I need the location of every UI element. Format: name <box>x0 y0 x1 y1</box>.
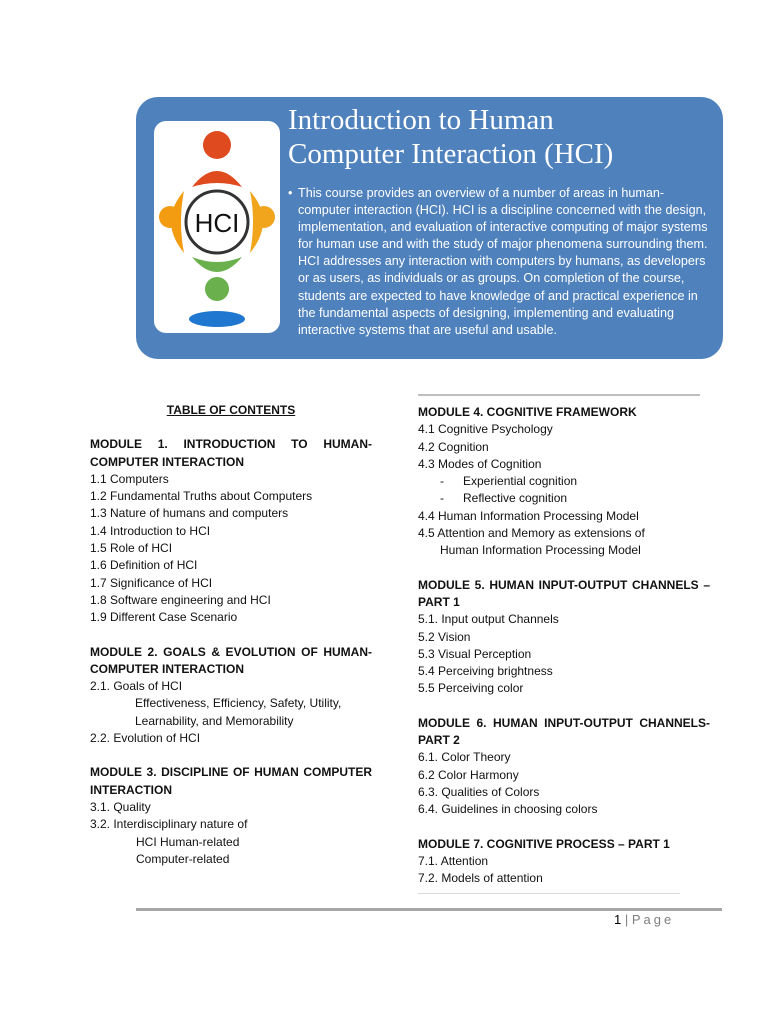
toc-item-continuation[interactable]: Human Information Processing Model <box>440 543 641 558</box>
toc-item[interactable]: 1.7 Significance of HCI <box>90 575 213 590</box>
toc-subitem-label: Experiential cognition <box>463 474 578 489</box>
logo-text: HCI <box>194 208 240 238</box>
bullet-icon: • <box>288 186 293 200</box>
logo-base <box>189 311 245 327</box>
toc-subitem-label: Reflective cognition <box>463 491 568 506</box>
logo-body-bottom <box>192 257 242 272</box>
course-description-text: This course provides an overview of a number of areas in human-computer interaction (HCI). HCI is a discipline concerned with the design, implementation, and evaluation of interactive computing of major systems for human use and with the study of major phenomena surrounding them. HCI addresses any interaction with computers by humans, as developers or as users, as individuals or as groups. On completion of the course, students are expected to have knowledge of and practical experience in the fundamental aspects of designing, implementing and evaluating interactive systems that are useful and usable. <box>298 186 708 337</box>
toc-item[interactable]: 4.3 Modes of Cognition <box>418 456 542 471</box>
module-2-heading[interactable]: MODULE 2. GOALS & EVOLUTION OF HUMAN-COMPUTER INTERACTION <box>90 644 372 676</box>
toc-item[interactable]: 6.3. Qualities of Colors <box>418 784 540 799</box>
toc-item[interactable]: 5.4 Perceiving brightness <box>418 664 553 679</box>
toc-item[interactable]: 1.6 Definition of HCI <box>90 558 198 573</box>
module-3-heading[interactable]: MODULE 3. DISCIPLINE OF HUMAN COMPUTER INTERACTION <box>90 765 372 797</box>
logo-body-top <box>192 171 242 187</box>
logo-body-right <box>250 191 263 253</box>
toc-item[interactable]: 5.1. Input output Channels <box>418 612 559 627</box>
course-description <box>288 185 716 339</box>
column-end-divider <box>418 893 680 894</box>
toc-item[interactable]: 1.3 Nature of humans and computers <box>90 506 289 521</box>
toc-item[interactable]: 6.4. Guidelines in choosing colors <box>418 802 598 817</box>
course-title <box>288 103 708 171</box>
hci-logo <box>154 121 280 333</box>
footer-divider <box>136 908 722 911</box>
toc-item[interactable]: 4.4 Human Information Processing Model <box>418 508 639 523</box>
module-1-heading[interactable]: MODULE 1. INTRODUCTION TO HUMAN-COMPUTER INTERACTION <box>90 437 372 469</box>
toc-item[interactable]: 2.1. Goals of HCI <box>90 679 183 694</box>
footer-separator: | <box>624 912 629 927</box>
page-label: Page <box>631 912 675 927</box>
logo-head-top <box>203 131 231 159</box>
top-divider <box>418 394 700 396</box>
toc-subitem[interactable]: HCI Human-related <box>136 834 240 849</box>
toc-item[interactable]: 3.2. Interdisciplinary nature of <box>90 817 248 832</box>
course-title-line1: Introduction to Human <box>288 104 554 136</box>
logo-body-left <box>171 191 184 253</box>
toc-item[interactable]: 1.4 Introduction to HCI <box>90 523 211 538</box>
logo-head-bottom <box>205 277 229 301</box>
toc-item[interactable]: 1.2 Fundamental Truths about Computers <box>90 489 313 504</box>
toc-subitem[interactable] <box>418 490 710 507</box>
toc-item[interactable]: 1.9 Different Case Scenario <box>90 610 238 625</box>
toc-item[interactable]: 6.1. Color Theory <box>418 750 511 765</box>
toc-right-column <box>418 404 710 887</box>
toc-item[interactable]: 4.2 Cognition <box>418 439 489 454</box>
toc-item[interactable]: 5.5 Perceiving color <box>418 681 524 696</box>
dash-icon: - <box>440 491 444 506</box>
toc-item[interactable]: 1.5 Role of HCI <box>90 541 173 556</box>
toc-subitem[interactable]: Effectiveness, Efficiency, Safety, Utility, Learnability, and Memorability <box>135 696 342 728</box>
toc-left-column <box>90 402 372 868</box>
toc-item[interactable]: 7.2. Models of attention <box>418 871 543 886</box>
page-number: 1 <box>614 912 622 927</box>
module-5-heading[interactable]: MODULE 5. HUMAN INPUT-OUTPUT CHANNELS – PART 1 <box>418 577 710 609</box>
hci-people-circle-icon <box>154 121 280 333</box>
toc-subitem[interactable]: Computer-related <box>136 851 230 866</box>
page-footer <box>614 912 674 927</box>
toc-subitem[interactable] <box>418 473 710 490</box>
toc-item[interactable]: 3.1. Quality <box>90 799 151 814</box>
toc-item[interactable]: 1.8 Software engineering and HCI <box>90 592 271 607</box>
module-6-heading[interactable]: MODULE 6. HUMAN INPUT-OUTPUT CHANNELS-PART 2 <box>418 715 710 748</box>
toc-item[interactable]: 5.3 Visual Perception <box>418 646 532 661</box>
toc-item[interactable]: 7.1. Attention <box>418 853 489 868</box>
module-4-heading[interactable]: MODULE 4. COGNITIVE FRAMEWORK <box>418 405 637 419</box>
course-title-line2: Computer Interaction (HCI) <box>288 138 614 170</box>
toc-title: TABLE OF CONTENTS <box>166 403 296 417</box>
toc-item[interactable]: 4.1 Cognitive Psychology <box>418 422 553 437</box>
toc-item[interactable]: 4.5 Attention and Memory as extensions of <box>418 526 645 541</box>
course-banner <box>136 97 723 359</box>
toc-item[interactable]: 5.2 Vision <box>418 629 471 644</box>
toc-item[interactable]: 2.2. Evolution of HCI <box>90 731 201 746</box>
toc-item[interactable]: 6.2 Color Harmony <box>418 767 519 782</box>
dash-icon: - <box>440 474 444 489</box>
toc-item[interactable]: 1.1 Computers <box>90 471 169 486</box>
module-7-heading[interactable]: MODULE 7. COGNITIVE PROCESS – PART 1 <box>418 836 670 851</box>
